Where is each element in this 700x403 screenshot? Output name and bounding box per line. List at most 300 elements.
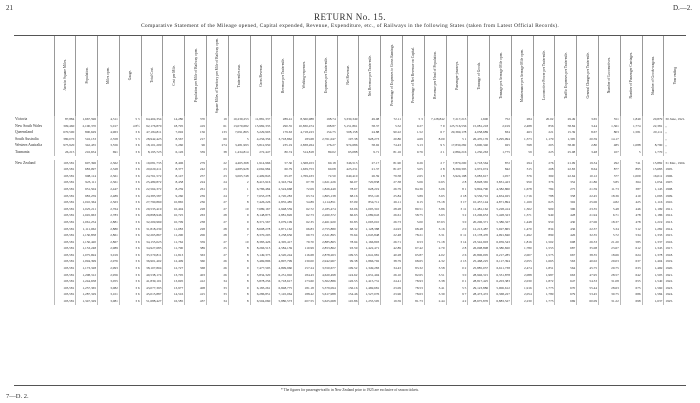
column-header-label: Number of Goods-wagons. bbox=[650, 55, 655, 95]
table-cell: 183.68 bbox=[294, 136, 316, 143]
table-cell: 7,091,865 bbox=[228, 129, 250, 136]
table-cell: 3.38 bbox=[424, 278, 446, 285]
table-cell: 7,653,278 bbox=[250, 193, 272, 200]
table-cell: 18.36 bbox=[599, 193, 621, 200]
table-cell: 485 bbox=[599, 142, 621, 149]
table-cell: 71.18 bbox=[424, 239, 446, 246]
column-header-label: Population per Mile of Railway open. bbox=[193, 48, 198, 103]
table-row bbox=[14, 199, 686, 206]
table-cell: 1,469,681 bbox=[359, 285, 381, 292]
table-cell: 686 bbox=[620, 291, 642, 298]
table-cell: 4,654,025 bbox=[490, 193, 512, 200]
table-cell: 99.38 bbox=[337, 258, 359, 265]
table-cell: 3,600,340 bbox=[468, 142, 490, 149]
table-cell: 8 1 bbox=[446, 186, 468, 193]
table-cell: 1,116 bbox=[642, 199, 664, 206]
column-header bbox=[250, 36, 272, 116]
table-cell: 909 bbox=[533, 206, 555, 213]
year-ending: 1907. bbox=[664, 179, 686, 186]
table-cell: 3 6 bbox=[119, 239, 141, 246]
table-cell: 20,879 bbox=[642, 116, 664, 123]
table-cell: 145.86 bbox=[337, 298, 359, 305]
table-cell: 2,461,920 bbox=[315, 219, 337, 226]
table-cell: 800,629 bbox=[76, 129, 98, 136]
table-cell bbox=[642, 136, 664, 143]
table-cell: 103,581 bbox=[54, 272, 76, 279]
table-cell: 0.76 bbox=[403, 149, 425, 156]
table-cell: 2,881 bbox=[98, 219, 120, 226]
table-cell: 34 bbox=[206, 298, 228, 305]
table-cell: 670 bbox=[555, 285, 577, 292]
table-cell: 396 bbox=[555, 206, 577, 213]
table-cell bbox=[620, 136, 642, 143]
table-cell: 8 bbox=[228, 291, 250, 298]
year-ending: „ bbox=[664, 142, 686, 149]
table-cell: 103,581 bbox=[54, 160, 76, 167]
table-cell: 3,065,748 bbox=[228, 173, 250, 180]
table-cell: 4.69 bbox=[403, 136, 425, 143]
table-cell: 27,790,860 bbox=[141, 199, 163, 206]
table-cell: 15.39 bbox=[555, 129, 577, 136]
table-cell: 11,790 bbox=[163, 245, 185, 252]
table-cell: 7,426,226 bbox=[250, 199, 272, 206]
table-cell: 136.16 bbox=[337, 285, 359, 292]
table-cell: 4,620,498 bbox=[315, 272, 337, 279]
table-cell: 45,015,887 bbox=[141, 291, 163, 298]
year-ending: 1920. bbox=[664, 265, 686, 272]
table-cell: 1 bbox=[228, 186, 250, 193]
table-cell: 8,406 bbox=[163, 160, 185, 167]
table-cell: 856 bbox=[533, 123, 555, 130]
column-header bbox=[511, 36, 533, 116]
footnote: * The figures for passenger-traffic in New Zealand prior to 1925 are exclusive of season tickets. bbox=[281, 388, 419, 392]
table-cell: 15,683 bbox=[642, 166, 664, 173]
table-cell: 2,055 bbox=[511, 258, 533, 265]
table-cell: 1,361 bbox=[599, 123, 621, 130]
table-cell: 428 bbox=[555, 212, 577, 219]
table-cell: 116.68 bbox=[294, 252, 316, 259]
state-name bbox=[14, 245, 54, 252]
table-cell: 3 6 bbox=[119, 252, 141, 259]
year-ending: 1909. bbox=[664, 193, 686, 200]
table-cell: 27.38 bbox=[381, 179, 403, 186]
table-cell: 12,213,487 bbox=[468, 226, 490, 233]
column-header bbox=[337, 36, 359, 116]
table-cell: 60.08 bbox=[315, 166, 337, 173]
table-cell: 2 13 bbox=[446, 258, 468, 265]
table-cell: 73.18 bbox=[424, 199, 446, 206]
table-cell: 19,081,735 bbox=[141, 160, 163, 167]
table-cell: 42.89 bbox=[381, 245, 403, 252]
table-cell: 925 bbox=[490, 142, 512, 149]
table-cell: 6,611,738 bbox=[490, 265, 512, 272]
table-cell: 66.07 bbox=[337, 179, 359, 186]
table-cell: 21.20 bbox=[599, 239, 621, 246]
table-cell: 0 1 bbox=[446, 278, 468, 285]
state-name bbox=[14, 206, 54, 213]
table-cell: 403 bbox=[185, 272, 207, 279]
table-cell: 3 6 bbox=[119, 232, 141, 239]
table-cell: 5 1 bbox=[446, 136, 468, 143]
table-cell: 125,716,556 bbox=[446, 123, 468, 130]
table-cell: 103,581 bbox=[54, 212, 76, 219]
table-cell: 410 bbox=[620, 193, 642, 200]
table-row bbox=[14, 298, 686, 305]
table-cell: 3 6 bbox=[119, 142, 141, 149]
table-row bbox=[14, 278, 686, 285]
table-cell: 20.86 bbox=[381, 136, 403, 143]
table-cell: 364 bbox=[620, 179, 642, 186]
table-cell: 9.71 bbox=[359, 149, 381, 156]
table-cell: 8,370,205 bbox=[250, 232, 272, 239]
table-cell: 25,885,037 bbox=[468, 265, 490, 272]
table-cell: 27.17 bbox=[359, 160, 381, 167]
state-name bbox=[14, 252, 54, 259]
table-cell: 1,145 bbox=[642, 186, 664, 193]
table-cell: 2 8 bbox=[424, 166, 446, 173]
table-cell: 1,045,848 bbox=[359, 232, 381, 239]
table-row bbox=[14, 291, 686, 298]
table-cell: 31.08 bbox=[599, 278, 621, 285]
table-cell: 242 bbox=[185, 166, 207, 173]
table-cell: 96 bbox=[185, 142, 207, 149]
column-header-label: Passenger-journeys. bbox=[454, 60, 459, 90]
table-cell: 975,920 bbox=[54, 142, 76, 149]
state-name bbox=[14, 278, 54, 285]
table-cell: 4,520,244 bbox=[272, 252, 294, 259]
table-cell: 607,396 bbox=[76, 160, 98, 167]
table-cell: 8 bbox=[228, 245, 250, 252]
table-row bbox=[14, 136, 686, 143]
table-cell: 4,963 bbox=[98, 129, 120, 136]
table-cell: 430 bbox=[555, 219, 577, 226]
table-cell: 26,098,898 bbox=[468, 245, 490, 252]
table-cell: 3 6 bbox=[119, 179, 141, 186]
table-cell: 34,155,023 bbox=[141, 239, 163, 246]
table-cell: 6 7 bbox=[424, 129, 446, 136]
table-cell: 1,302 bbox=[511, 206, 533, 213]
table-cell: 11,813 bbox=[163, 252, 185, 259]
table-cell: 3.13 bbox=[403, 142, 425, 149]
table-cell: 3 6 bbox=[119, 212, 141, 219]
table-cell: 9,260 bbox=[163, 193, 185, 200]
table-cell: 23 bbox=[206, 186, 228, 193]
table-cell: 28 bbox=[206, 212, 228, 219]
table-cell: 6,117,394 bbox=[490, 258, 512, 265]
table-cell: 5,379,094 bbox=[315, 285, 337, 292]
column-header bbox=[424, 36, 446, 116]
table-cell: 13,070,682 bbox=[228, 123, 250, 130]
column-header-label: Total Cost. bbox=[150, 67, 155, 84]
table-cell: 58.37 bbox=[359, 123, 381, 130]
table-cell: 2,007 bbox=[511, 252, 533, 259]
column-header-label: Percentage of Expenses to Gross Earnings. bbox=[389, 44, 394, 107]
table-cell: 2,361 bbox=[98, 173, 120, 180]
table-cell: 279 bbox=[185, 160, 207, 167]
table-cell: 45.75 bbox=[577, 265, 599, 272]
table-cell: 2,343,764 bbox=[272, 179, 294, 186]
year-ending: 1915. bbox=[664, 232, 686, 239]
table-cell: 156 bbox=[185, 129, 207, 136]
state-name bbox=[14, 199, 54, 206]
table-cell: 698 bbox=[620, 298, 642, 305]
table-cell: 2,919 bbox=[490, 123, 512, 130]
table-cell: 81.73 bbox=[403, 298, 425, 305]
table-cell: 2,838,264 bbox=[294, 142, 316, 149]
table-cell: 54.89 bbox=[294, 199, 316, 206]
table-cell: 78.21 bbox=[403, 232, 425, 239]
table-cell: 1,347,329 bbox=[76, 298, 98, 305]
table-cell: 67.78 bbox=[294, 179, 316, 186]
table-cell: 625 bbox=[533, 199, 555, 206]
table-cell: 5,260 bbox=[163, 142, 185, 149]
table-cell: 1,415,731 bbox=[359, 278, 381, 285]
table-cell: 1,575 bbox=[533, 252, 555, 259]
table-cell: 3,718,862 bbox=[272, 136, 294, 143]
table-cell: 103,581 bbox=[54, 206, 76, 213]
table-cell: 834 bbox=[490, 129, 512, 136]
table-cell: 23.09 bbox=[381, 285, 403, 292]
table-cell: 2,989 bbox=[98, 245, 120, 252]
table-cell: 1,282 bbox=[642, 226, 664, 233]
table-cell: 78.53 bbox=[403, 285, 425, 292]
table-cell: 38.79 bbox=[381, 258, 403, 265]
table-cell: 7 bbox=[228, 193, 250, 200]
table-cell: 65.07 bbox=[272, 173, 294, 180]
table-cell: 188.42 bbox=[294, 291, 316, 298]
table-cell: 4,685,928 bbox=[228, 166, 250, 173]
table-cell: 47.95 bbox=[577, 272, 599, 279]
table-cell: 3,079,109 bbox=[272, 219, 294, 226]
table-cell: 3 6 bbox=[119, 129, 141, 136]
table-cell: 2,447 bbox=[98, 186, 120, 193]
table-cell: 895 bbox=[620, 166, 642, 173]
table-cell: 176.27 bbox=[315, 142, 337, 149]
table-cell: 29,898,946 bbox=[141, 212, 163, 219]
table-cell: 4,511 bbox=[98, 116, 120, 123]
table-cell: 15,882 bbox=[642, 160, 664, 167]
table-cell: 2,230 bbox=[511, 298, 533, 305]
table-cell: 197.38 bbox=[337, 136, 359, 143]
table-cell: 81.90 bbox=[381, 160, 403, 167]
table-cell: 72.09 bbox=[294, 186, 316, 193]
table-cell: 9.53 bbox=[403, 239, 425, 246]
table-cell: 974,686 bbox=[337, 142, 359, 149]
table-cell: 1,009 bbox=[620, 173, 642, 180]
table-cell: 5.06 bbox=[403, 179, 425, 186]
table-cell: 2 bbox=[228, 179, 250, 186]
table-cell: 103,581 bbox=[54, 298, 76, 305]
table-cell: 1,492 bbox=[511, 232, 533, 239]
table-cell: 2,321,895 bbox=[315, 232, 337, 239]
year-ending: 1922. bbox=[664, 278, 686, 285]
table-cell: 3.31 bbox=[424, 232, 446, 239]
column-header bbox=[315, 36, 337, 116]
table-cell: 109.52 bbox=[337, 265, 359, 272]
table-cell: 8,148,873 bbox=[250, 212, 272, 219]
table-cell: 67.42 bbox=[403, 245, 425, 252]
table-cell: 3 6 bbox=[119, 226, 141, 233]
table-cell: 54.33 bbox=[577, 278, 599, 285]
table-cell: 59 bbox=[511, 149, 533, 156]
table-cell: 1,093 bbox=[642, 193, 664, 200]
table-cell: 5.52 bbox=[381, 123, 403, 130]
table-cell: 2,718,564 bbox=[468, 160, 490, 167]
table-cell: 3,924,198 bbox=[446, 173, 468, 180]
table-cell: 10.12 bbox=[577, 173, 599, 180]
table-cell: 21.86 bbox=[577, 179, 599, 186]
table-cell: 29,123,886 bbox=[468, 285, 490, 292]
table-cell: 6,380,820 bbox=[490, 245, 512, 252]
table-cell: 928,273 bbox=[359, 136, 381, 143]
table-cell: 1,395 bbox=[555, 136, 577, 143]
state-name bbox=[14, 272, 54, 279]
table-cell: 62.73 bbox=[294, 212, 316, 219]
column-header bbox=[620, 36, 642, 116]
table-cell: 2,720,283 bbox=[272, 193, 294, 200]
table-cell: 872 bbox=[490, 160, 512, 167]
table-cell: 516,133 bbox=[76, 136, 98, 143]
table-cell: 5,878,256 bbox=[250, 278, 272, 285]
column-header-label: Maintenance per Average Mile open. bbox=[520, 48, 525, 102]
table-cell: 8,377 bbox=[163, 166, 185, 173]
table-cell: 3,330,349 bbox=[337, 116, 359, 123]
table-cell: 2,993 bbox=[98, 265, 120, 272]
table-cell: 1,345 bbox=[642, 245, 664, 252]
table-cell: 70.64 bbox=[337, 232, 359, 239]
table-cell: 4,899,960 bbox=[272, 265, 294, 272]
table-cell: 655 bbox=[620, 278, 642, 285]
year-ending: 31 Mar., 1904. bbox=[665, 160, 686, 165]
table-cell: 2 1 bbox=[424, 149, 446, 156]
table-cell: 21.59 bbox=[577, 186, 599, 193]
table-cell: 6,286,851 bbox=[250, 291, 272, 298]
column-header bbox=[446, 36, 468, 116]
table-cell: 3.41 bbox=[424, 285, 446, 292]
table-row bbox=[14, 226, 686, 233]
table-cell: 1,789 bbox=[533, 291, 555, 298]
column-header-label: Number of Passenger Carriages. bbox=[629, 51, 634, 99]
state-name bbox=[14, 173, 54, 180]
table-cell: 1,553 bbox=[533, 245, 555, 252]
table-cell: 154.75 bbox=[315, 129, 337, 136]
table-cell: 3 2 bbox=[446, 212, 468, 219]
table-cell: 3,082 bbox=[98, 285, 120, 292]
column-header bbox=[664, 36, 686, 116]
table-cell: 9 bbox=[228, 219, 250, 226]
table-cell: 950 bbox=[533, 219, 555, 226]
table-cell: 10 bbox=[228, 206, 250, 213]
table-cell: 3 6 bbox=[119, 245, 141, 252]
table-cell: 683,097 bbox=[76, 166, 98, 173]
table-cell: 667 bbox=[555, 252, 577, 259]
table-cell: 302 bbox=[555, 199, 577, 206]
table-cell: 90.22 bbox=[381, 129, 403, 136]
table-cell: 1,111,062 bbox=[76, 226, 98, 233]
table-cell: 687 bbox=[555, 245, 577, 252]
table-cell: 8 bbox=[228, 258, 250, 265]
table-cell: 670,500 bbox=[54, 129, 76, 136]
table-cell: 2,942,967 bbox=[315, 258, 337, 265]
table-cell: 3 6 bbox=[119, 278, 141, 285]
table-cell: 68.48 bbox=[403, 226, 425, 233]
state-name bbox=[14, 166, 54, 173]
column-header bbox=[359, 36, 381, 116]
table-cell: 89.02 bbox=[315, 149, 337, 156]
table-cell: 2,474 bbox=[511, 265, 533, 272]
table-cell: 208 bbox=[533, 166, 555, 173]
table-row bbox=[14, 206, 686, 213]
table-cell: 9 bbox=[228, 272, 250, 279]
table-cell: 34,927,685 bbox=[141, 245, 163, 252]
table-cell: 5,229,903 bbox=[250, 129, 272, 136]
table-cell: 72.11 bbox=[381, 116, 403, 123]
column-header bbox=[228, 36, 250, 116]
table-cell: 551 bbox=[599, 116, 621, 123]
table-cell: 663 bbox=[555, 272, 577, 279]
state-name bbox=[14, 186, 54, 193]
column-header-label: Population. bbox=[84, 66, 89, 84]
column-header bbox=[294, 36, 316, 116]
table-cell: 23.35 bbox=[577, 206, 599, 213]
table-cell: 1,826,449 bbox=[315, 186, 337, 193]
table-cell: 1,773 bbox=[533, 285, 555, 292]
table-cell: 1,678 bbox=[511, 186, 533, 193]
table-cell: 1,088 bbox=[620, 142, 642, 149]
table-cell: 6,959,543 bbox=[490, 239, 512, 246]
table-cell: 1.52 bbox=[403, 129, 425, 136]
table-cell: 6.71 bbox=[599, 212, 621, 219]
table-cell: 198.74 bbox=[315, 116, 337, 123]
table-cell: 5.00 bbox=[403, 219, 425, 226]
table-cell: 3 6 bbox=[119, 186, 141, 193]
footer-code: 7—D. 2. bbox=[6, 393, 29, 400]
table-cell: 2,764 bbox=[98, 206, 120, 213]
table-row bbox=[14, 142, 686, 149]
table-cell: 10,725 bbox=[163, 212, 185, 219]
table-cell: 103,581 bbox=[54, 219, 76, 226]
column-header-state bbox=[14, 36, 54, 116]
table-cell: 23.67 bbox=[599, 245, 621, 252]
table-cell: 110.99 bbox=[294, 245, 316, 252]
table-cell: 92,176,870 bbox=[141, 123, 163, 130]
table-cell: 27 bbox=[206, 219, 228, 226]
column-header-label: Locomotive Power per Train-mile. bbox=[542, 50, 547, 101]
table-row bbox=[14, 212, 686, 219]
table-cell: 1,114,851 bbox=[315, 199, 337, 206]
table-cell: 13,178,470 bbox=[468, 232, 490, 239]
table-cell: 3 6 bbox=[119, 199, 141, 206]
table-cell: 28.63 bbox=[599, 285, 621, 292]
table-cell: 3.39 bbox=[424, 291, 446, 298]
table-cell: 5 3 bbox=[119, 116, 141, 123]
table-cell: 26,215 bbox=[54, 149, 76, 156]
column-header-label: Tonnage of Goods. bbox=[476, 61, 481, 89]
table-cell: 2,088 bbox=[511, 272, 533, 279]
table-cell: 11,762 bbox=[163, 239, 185, 246]
table-cell: 31,818,239 bbox=[141, 226, 163, 233]
table-cell: 26.59 bbox=[359, 173, 381, 180]
table-cell: 78.94 bbox=[337, 239, 359, 246]
table-cell: 2 0 bbox=[446, 226, 468, 233]
table-cell: 2,030 bbox=[511, 278, 533, 285]
table-cell: 3,019 bbox=[98, 252, 120, 259]
table-cell: 2,835,485 bbox=[272, 199, 294, 206]
table-cell: 10,865 bbox=[163, 199, 185, 206]
table-cell: 1,470 bbox=[511, 226, 533, 233]
table-cell: 82.65 bbox=[403, 272, 425, 279]
table-cell: 15,982,335 bbox=[250, 123, 272, 130]
